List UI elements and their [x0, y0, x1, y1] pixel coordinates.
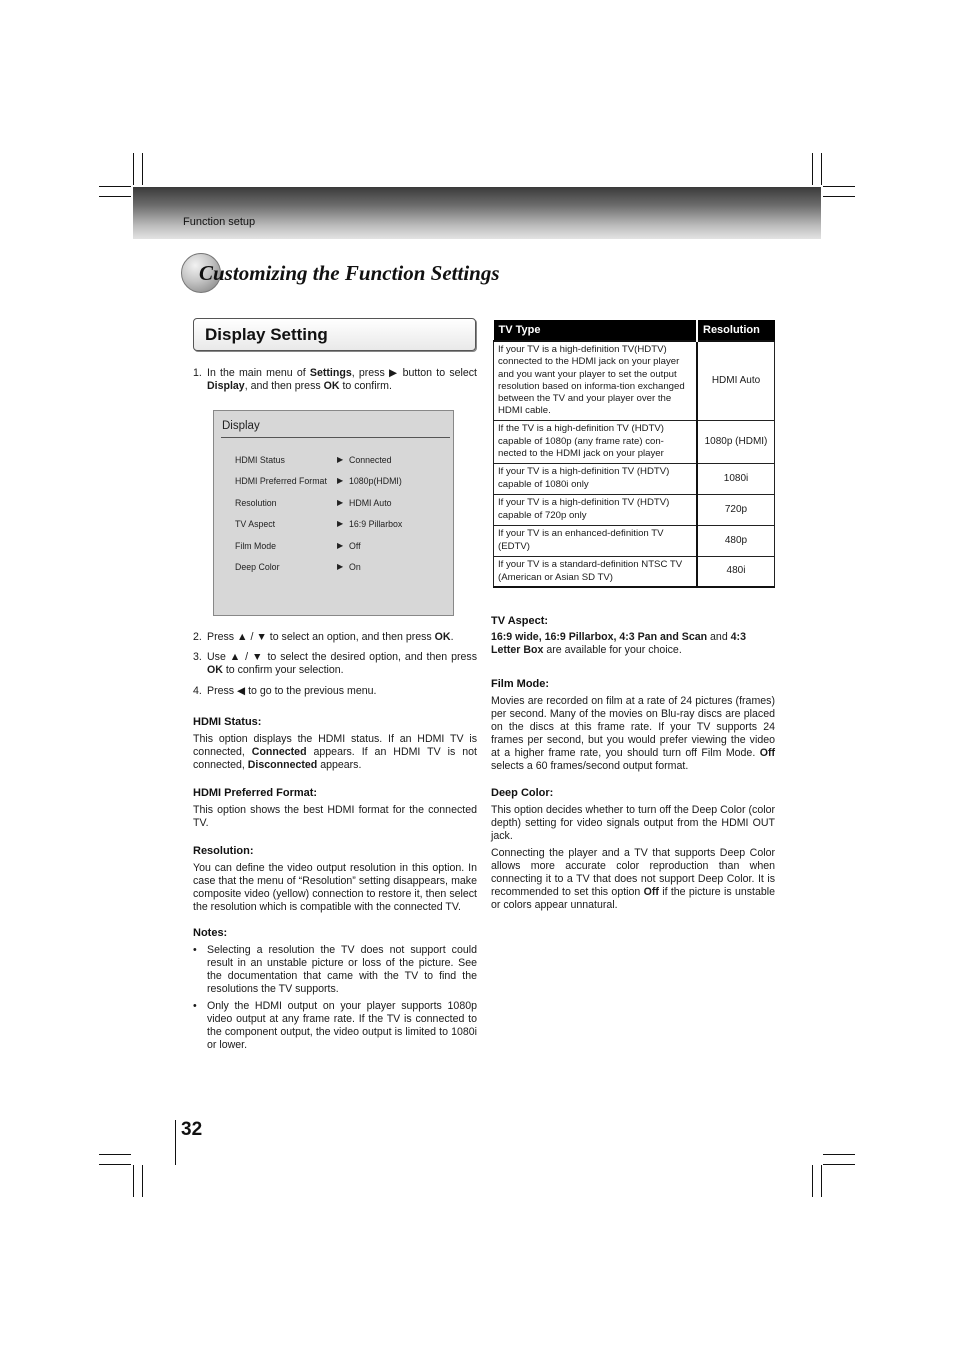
table-row — [494, 525, 775, 556]
table-row — [494, 463, 775, 494]
body-text: Connecting the player and a TV that supports Deep Color allows more accurate color reproduction than when connecting it to a TV that does not support Deep Color. It is recommended to set this option — [491, 847, 775, 898]
step-text: Use ▲ / ▼ to select the desired option, and then press — [207, 651, 477, 663]
bullet-icon: • — [193, 1000, 197, 1012]
section-heading: Display Setting — [205, 325, 328, 344]
bullet-icon: • — [193, 944, 197, 956]
note-text: Selecting a resolution the TV does not support could result in an unstable picture or loss of the picture. See the documentation that came with the TV to find the resolutions the TV supports. — [207, 944, 477, 995]
table-cell-resolution: 720p — [697, 494, 775, 525]
body-text: appears. If an HDMI TV is not connected, — [193, 746, 477, 771]
table-header-resolution: Resolution — [697, 320, 775, 341]
crop-mark — [823, 1154, 855, 1155]
play-arrow-icon: ▶ — [337, 476, 344, 485]
header-section-label: Function setup — [183, 216, 256, 228]
step-text: to confirm. — [339, 380, 392, 392]
menu-row-resolution — [235, 498, 392, 508]
table-cell-resolution: 480i — [697, 556, 775, 587]
table-cell-tv-type: If the TV is a high-definition TV (HDTV) capable of 1080p (any frame rate) con-nected to the HDMI jack on your player — [494, 420, 698, 463]
crop-mark — [142, 153, 143, 185]
crop-mark — [142, 1165, 143, 1197]
table-cell-resolution: 1080i — [697, 463, 775, 494]
play-arrow-icon: ▶ — [337, 455, 344, 464]
step-text: Press ▲ / ▼ to select an option, and then press — [207, 631, 435, 643]
step-number: 3. — [193, 651, 202, 663]
crop-mark — [133, 1165, 134, 1197]
menu-row-deep-color — [235, 562, 361, 572]
table-cell-tv-type: If your TV is a standard-definition NTSC TV (American or Asian SD TV) — [494, 556, 698, 587]
body-bold: Off — [643, 886, 659, 898]
hdmi-preferred-format-text: This option shows the best HDMI format for the connected TV. — [193, 804, 477, 829]
step-bold: Settings — [309, 367, 352, 379]
table-row — [494, 494, 775, 525]
table-header-row — [494, 320, 775, 341]
step-text: to confirm your selection. — [222, 664, 344, 676]
notes-heading: Notes: — [193, 927, 228, 939]
crop-mark — [823, 196, 855, 197]
resolution-table — [493, 320, 775, 588]
play-arrow-icon: ▶ — [337, 498, 344, 507]
page-title: Customizing the Function Settings — [199, 261, 500, 285]
note-item — [193, 944, 477, 996]
step-1 — [193, 367, 477, 393]
screen-title: Display — [222, 420, 260, 432]
step-bold: OK — [434, 631, 451, 643]
step-number: 4. — [193, 685, 202, 697]
film-mode-heading: Film Mode: — [491, 678, 550, 690]
header-band — [133, 187, 821, 239]
deep-color-heading: Deep Color: — [491, 787, 554, 799]
menu-value: 1080p(HDMI) — [349, 476, 402, 486]
step-bold: OK — [323, 380, 340, 392]
resolution-text: You can define the video output resolution in this option. In case that the menu of “Resolution” setting disappears, make composite video (yellow) connection to restore it, then select the resolution which is compatible with the connected TV. — [193, 862, 477, 913]
table-cell-tv-type: If your TV is an enhanced-definition TV (EDTV) — [494, 525, 698, 556]
menu-label: TV Aspect — [235, 519, 276, 529]
crop-mark — [823, 186, 855, 187]
body-text: Movies are recorded on film at a rate of 24 pictures (frames) per second. Many of the movies on Blu-ray discs are placed on the discs at this frame rate. If your TV supports 24 frames per second, but you would prefer viewing the video at a higher frame rate, you should turn off Film Mode. — [491, 695, 775, 759]
body-text: are available for your choice. — [543, 644, 682, 656]
note-item — [193, 1000, 477, 1052]
step-2 — [193, 631, 477, 644]
deep-color-text-2 — [491, 847, 775, 912]
step-bold: OK — [207, 664, 223, 676]
deep-color-text-1: This option decides whether to turn off the Deep Color (color depth) setting for video signals output from the HDMI OUT jack. — [491, 804, 775, 842]
film-mode-text — [491, 695, 775, 773]
page-number: 32 — [181, 1119, 203, 1140]
crop-mark — [99, 1154, 131, 1155]
table-cell-tv-type: If your TV is a high-definition TV (HDTV) capable of 720p only — [494, 494, 698, 525]
tv-aspect-text — [491, 631, 776, 657]
crop-mark — [821, 1165, 822, 1197]
body-bold: Connected — [251, 746, 307, 758]
menu-value: 16:9 Pillarbox — [349, 519, 403, 529]
menu-row-film-mode — [235, 541, 361, 551]
step-number: 2. — [193, 631, 202, 643]
body-bold: Off — [759, 747, 775, 759]
table-row — [494, 556, 775, 587]
play-arrow-icon: ▶ — [337, 562, 344, 571]
section-heading-box — [193, 318, 476, 351]
crop-mark — [99, 196, 131, 197]
menu-value: HDMI Auto — [349, 498, 392, 508]
hdmi-preferred-format-heading: HDMI Preferred Format: — [193, 787, 318, 799]
table-row — [494, 420, 775, 463]
tv-aspect-heading: TV Aspect: — [491, 615, 549, 627]
step-3 — [193, 651, 477, 677]
play-arrow-icon: ▶ — [337, 541, 344, 550]
display-menu-screen — [213, 410, 454, 616]
body-bold: Disconnected — [247, 759, 318, 771]
step-text: , press ▶ button to select — [351, 367, 477, 379]
body-bold: 4:3 Letter Box — [491, 631, 746, 656]
menu-label: HDMI Status — [235, 455, 285, 465]
crop-mark — [812, 153, 813, 185]
crop-mark — [812, 1165, 813, 1197]
table-cell-tv-type: If your TV is a high-definition TV (HDTV) capable of 1080i only — [494, 463, 698, 494]
menu-label: Film Mode — [235, 541, 277, 551]
screen-divider — [221, 437, 450, 438]
table-row — [494, 341, 775, 420]
menu-label: HDMI Preferred Format — [235, 476, 327, 486]
table-cell-tv-type: If your TV is a high-definition TV(HDTV) connected to the HDMI jack on your player and you want your player to set the output resolution based on informa-tion exchanged between the TV and your player over the HDMI cable. — [494, 341, 698, 420]
body-text: This option displays the HDMI status. If an HDMI TV is connected, — [193, 733, 477, 758]
table-cell-resolution: 1080p (HDMI) — [697, 420, 775, 463]
menu-row-tv-aspect — [235, 519, 403, 529]
table-cell-resolution: 480p — [697, 525, 775, 556]
menu-label: Resolution — [235, 498, 277, 508]
body-text: and — [707, 631, 731, 643]
step-text: In the main menu of — [207, 367, 310, 379]
crop-mark — [823, 1164, 855, 1165]
step-4 — [193, 685, 477, 698]
body-bold: 16:9 wide, 16:9 Pillarbox, 4:3 Pan and Scan — [491, 631, 708, 643]
crop-mark — [99, 1164, 131, 1165]
crop-mark — [99, 186, 131, 187]
page-number-rule — [175, 1120, 176, 1165]
table-cell-resolution: HDMI Auto — [697, 341, 775, 420]
body-text: appears. — [317, 759, 362, 771]
menu-value: On — [349, 562, 361, 572]
hdmi-status-text — [193, 733, 477, 772]
menu-value: Off — [349, 541, 361, 551]
menu-row-hdmi-status — [235, 455, 392, 465]
table-header-tv-type: TV Type — [494, 320, 698, 341]
step-text: , and then press — [244, 380, 324, 392]
menu-label: Deep Color — [235, 562, 280, 572]
note-text: Only the HDMI output on your player supports 1080p video output at any frame rate. If the TV is connected to the component output, the video output is limited to 1080i or lower. — [207, 1000, 477, 1051]
menu-row-hdmi-preferred-format — [235, 476, 402, 486]
crop-mark — [821, 153, 822, 185]
body-text: selects a 60 frames/second output format. — [491, 760, 689, 772]
body-text: if the picture is unstable or colors appear unnatural. — [491, 886, 775, 911]
hdmi-status-heading: HDMI Status: — [193, 716, 262, 728]
step-number: 1. — [193, 367, 202, 379]
step-bold: Display — [207, 380, 245, 392]
crop-mark — [133, 153, 134, 185]
play-arrow-icon: ▶ — [337, 519, 344, 528]
step-text: . — [450, 631, 454, 643]
resolution-heading: Resolution: — [193, 845, 254, 857]
step-text: Press ◀ to go to the previous menu. — [207, 685, 377, 697]
menu-value: Connected — [349, 455, 392, 465]
